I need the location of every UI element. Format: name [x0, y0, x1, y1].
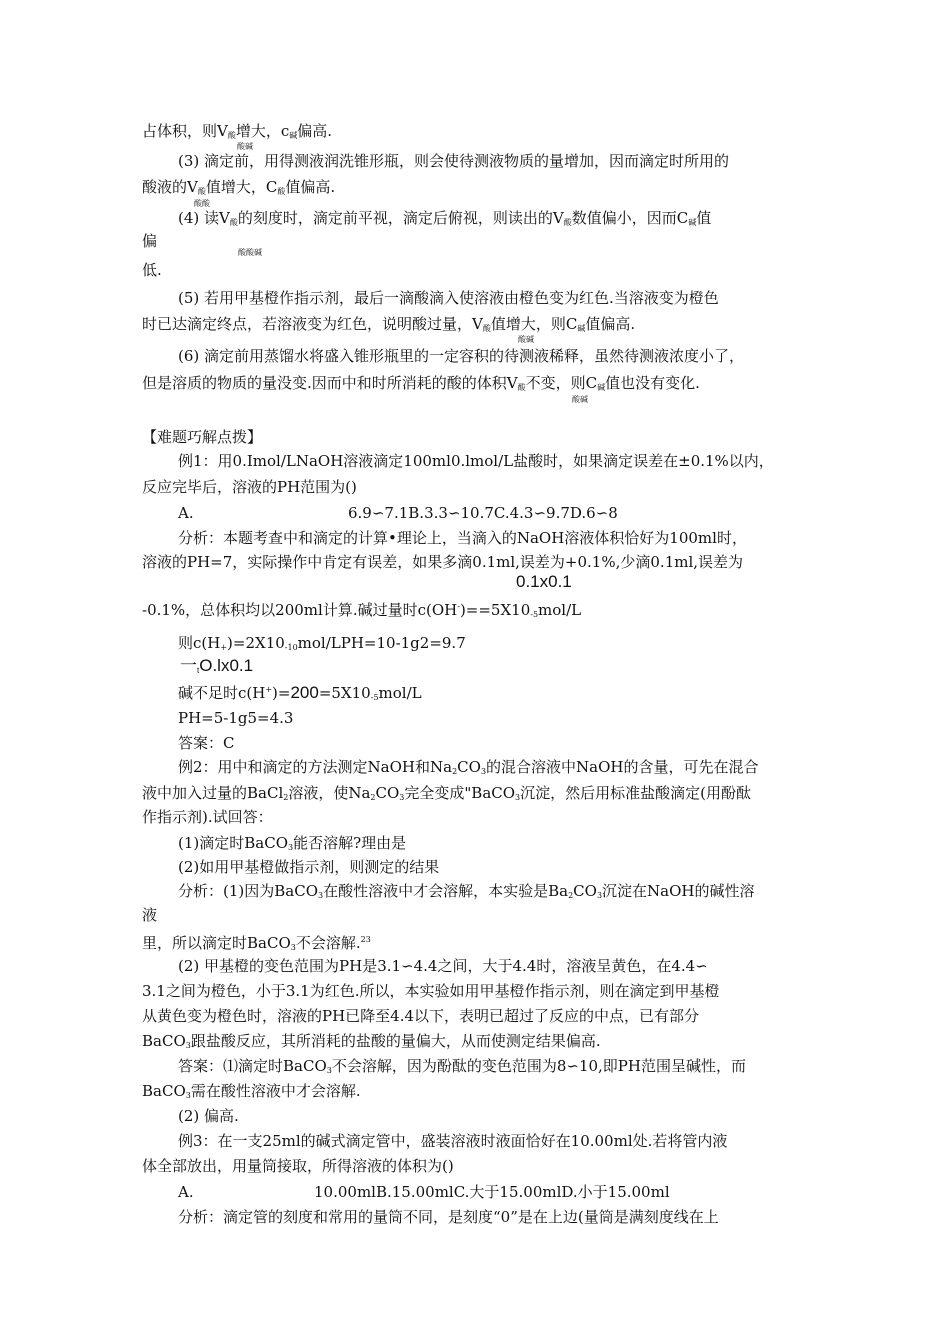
text-line: 分析：本题考查中和滴定的计算•理论上，当滴入的NaOH溶液体积恰好为100ml时，	[178, 529, 747, 547]
options-text: 10.00mlB.15.00mlC.大于15.00mlD.小于15.00ml	[314, 1183, 670, 1201]
text-line: 3.1之间为橙色，小于3.1为红色.所以，本实验如用甲基橙作指示剂，则在滴定到甲基橙	[142, 982, 720, 1000]
text-line: (5) 若用甲基橙作指示剂，最后一滴酸滴入使溶液由橙色变为红色.当溶液变为橙色	[178, 289, 719, 307]
section-heading: 【难题巧解点拨】	[142, 428, 263, 446]
text-line: 偏	[142, 232, 158, 250]
text-line: 分析：滴定管的刻度和常用的量筒不同，是刻度“0”是在上边(量筒是满刻度线在上	[178, 1208, 719, 1226]
text-line: 碱不足时$c(H^+)=200=5X10_{-5}mol/L$	[178, 683, 422, 702]
text-line: (4) 读$V_酸$的刻度时，滴定前平视，滴定后俯视，则读出的$V_酸$数值偏小，因而$C_碱$值	[178, 209, 712, 227]
option-label: A.	[178, 504, 194, 522]
text-line: (2) 甲基橙的变色范围为PH是3.1∽4.4之间，大于4.4时，溶液呈黄色，在4.4∽	[178, 957, 708, 975]
text-line: 酸液的$V_酸$值增大，$C_酸$值偏高.	[142, 178, 336, 196]
text-line: 低.	[142, 261, 162, 279]
small-label: 酸酸碱	[238, 248, 262, 257]
text-line: (2) 偏高.	[178, 1107, 239, 1125]
text-line: 例1：用0.Imol/LNaOH溶液滴定100ml0.lmol/L盐酸时，如果滴定误差在±0.1%以内，	[178, 452, 774, 470]
text-line: 但是溶质的物质的量没变.因而中和时所消耗的酸的体积$V_酸$不变，则$C_碱$值也没有变化.	[142, 374, 700, 392]
text-line: 分析：(1)因为BaCO$_3$在酸性溶液中才会溶解，本实验是$Ba_2CO_3$沉淀在NaOH的碱性溶	[178, 882, 755, 900]
text-line: -0.1%，总体积均以200ml计算.碱过量时$c(OH^-)==5X10_{-5}mol/L$	[142, 601, 582, 619]
text-line: 里，所以滴定时BaCO$_3$不会溶解.$^{23}$	[142, 934, 371, 952]
text-line: 例2：用中和滴定的方法测定NaOH和$Na_2CO_3$的混合溶液中NaOH的含量，可先在混合	[178, 758, 759, 776]
small-label: 酸碱	[572, 395, 588, 404]
options-text: 6.9∽7.1B.3.3∽10.7C.4.3∽9.7D.6∽8	[348, 504, 618, 522]
text-line: 作指示剂).试回答：	[142, 808, 273, 826]
text-line: 液中加入过量的BaCl$_2$溶液，使$Na_2CO_3$完全变成"BaCO$_3$沉淀，然后用标准盐酸滴定(用酚酞	[142, 784, 751, 802]
text-line: BaCO$_3$需在酸性溶液中才会溶解.	[142, 1082, 361, 1100]
text-line: 则$c(H_+)=2X10_{-10}mol/LPH=10-1g2=9.7$	[178, 634, 466, 652]
text-line: (2)如用甲基橙做指示剂，则测定的结果	[178, 858, 440, 876]
answer-line: 答案：C	[178, 734, 235, 752]
text-line: 溶液的PH=7，实际操作中肯定有误差，如果多滴0.1ml,误差为+0.1%,少滴0.1ml,误差为	[142, 553, 744, 571]
small-label: 酸碱	[518, 335, 534, 344]
text-line: 例3：在一支25ml的碱式滴定管中，盛装溶液时液面恰好在10.00ml处.若将管内液	[178, 1132, 728, 1150]
text-line: PH=5-1g5=4.3	[178, 709, 294, 727]
fraction-numerator: 一$_t$O.lx0.1	[180, 656, 254, 675]
text-line: 从黄色变为橙色时，溶液的PH已降至4.4以下，表明已超过了反应的中点，已有部分	[142, 1007, 700, 1025]
text-line: 占体积，则$V_酸$增大，$c_碱$偏高.	[142, 122, 333, 140]
small-label: 酸碱	[237, 142, 253, 151]
answer-line: 答案：⑴滴定时BaCO$_3$不会溶解，因为酚酞的变色范围为8∽10,即PH范围呈碱性，而	[178, 1057, 746, 1075]
option-label: A.	[178, 1183, 194, 1201]
text-line: 液	[142, 906, 158, 924]
text-line: (6) 滴定前用蒸馏水将盛入锥形瓶里的一定容积的待测液稀释，虽然待测液浓度小了，	[178, 347, 745, 365]
small-label: 酸酸	[194, 199, 210, 208]
text-line: 时已达滴定终点，若溶液变为红色，说明酸过量，$V_酸$值增大，则$C_碱$值偏高.	[142, 315, 636, 333]
text-line: (1)滴定时BaCO$_3$能否溶解?理由是	[178, 834, 407, 852]
text-line: 体全部放出，用量筒接取，所得溶液的体积为()	[142, 1157, 454, 1175]
text-line: 反应完毕后，溶液的PH范围为()	[142, 478, 357, 496]
text-line: (3) 滴定前，用得测液润洗锥形瓶，则会使待测液物质的量增加，因而滴定时所用的	[178, 152, 730, 170]
fraction-numerator: 0.1x0.1	[516, 572, 572, 591]
text-line: BaCO$_3$跟盐酸反应，其所消耗的盐酸的量偏大，从而使测定结果偏高.	[142, 1032, 601, 1050]
